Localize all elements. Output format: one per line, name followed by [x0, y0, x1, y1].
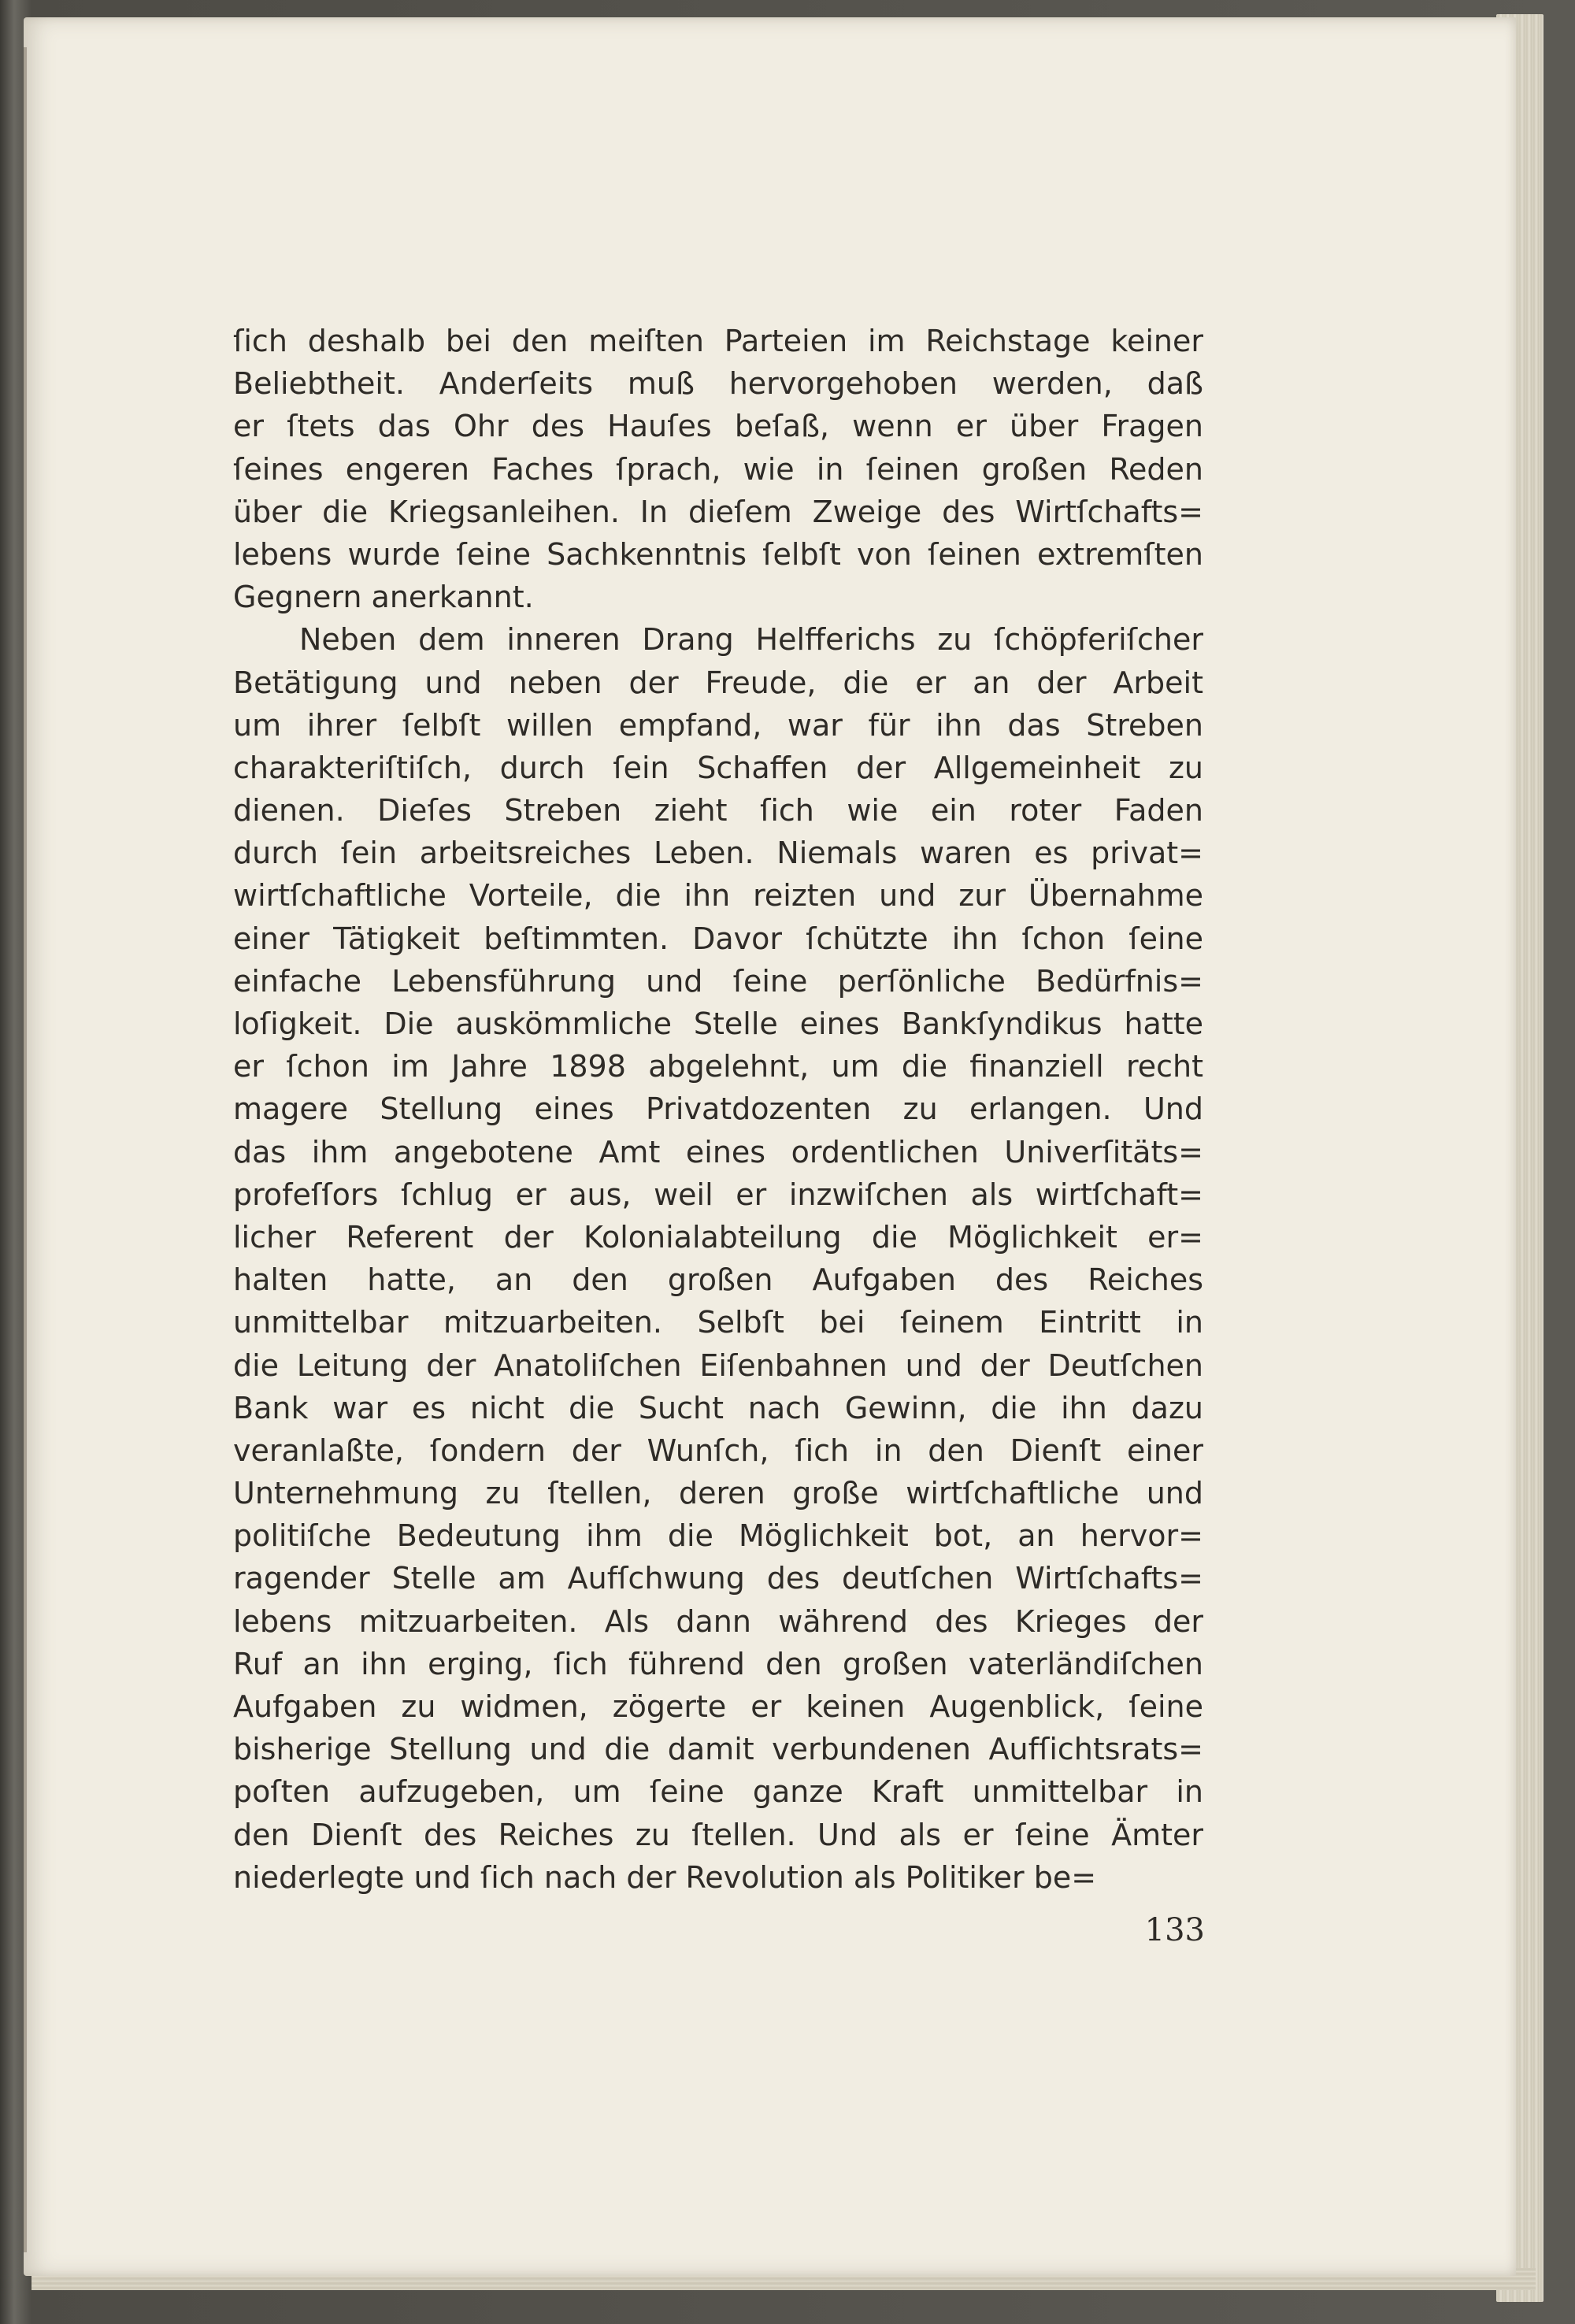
- text-line: lebens wurde ſeine Sachkenntnis ſelbſt von ſeinen extremſten: [233, 536, 1203, 572]
- text-line: ſich deshalb bei den meiſten Parteien im Reichstage keiner: [233, 324, 1203, 358]
- text-line: unmittelbar mitzuarbeiten. Selbſt bei ſeinem Eintritt in: [233, 1305, 1203, 1340]
- text-line: Ruf an ihn erging, ſich führend den großen vaterländiſchen: [233, 1646, 1203, 1681]
- text-line: poſten aufzugeben, um ſeine ganze Kraft unmittelbar in: [233, 1774, 1203, 1810]
- text-line: politiſche Bedeutung ihm die Möglichkeit bot, an hervor=: [233, 1518, 1203, 1554]
- text-line: Betätigung und neben der Freude, die er an der Arbeit: [233, 665, 1203, 700]
- text-line: durch ſein arbeitsreiches Leben. Niemals waren es privat=: [233, 836, 1203, 871]
- body-text: [233, 320, 1203, 1899]
- text-line: Neben dem inneren Drang Helfferichs zu ſchöpferiſcher: [299, 622, 1203, 658]
- text-line: charakteriſtiſch, durch ſein Schaffen der Allgemeinheit zu: [233, 750, 1203, 785]
- text-line: Unternehmung zu ſtellen, deren große wirtſchaftliche und: [233, 1476, 1203, 1511]
- text-line: veranlaßte, ſondern der Wunſch, ſich in den Dienſt einer: [233, 1433, 1203, 1468]
- text-line: ſeines engeren Faches ſprach, wie in ſeinen großen Reden: [233, 451, 1203, 487]
- paragraph: [233, 320, 1203, 618]
- text-line: niederlegte und ſich nach der Revolution als Politiker be=: [233, 1859, 1097, 1895]
- text-line: einer Tätigkeit beſtimmten. Davor ſchützte ihn ſchon ſeine: [233, 921, 1203, 956]
- text-line: Aufgaben zu widmen, zögerte er keinen Augenblick, ſeine: [233, 1689, 1203, 1724]
- text-line: profeſſors ſchlug er aus, weil er inzwiſchen als wirtſchaft=: [233, 1177, 1203, 1212]
- text-line: Gegnern anerkannt.: [233, 580, 534, 615]
- page-number: 133: [1144, 1912, 1205, 1948]
- text-line: den Dienſt des Reiches zu ſtellen. Und als er ſeine Ämter: [233, 1817, 1203, 1852]
- text-line: über die Kriegsanleihen. In dieſem Zweige des Wirtſchafts=: [233, 494, 1203, 529]
- text-line: dienen. Dieſes Streben zieht ſich wie ein roter Faden: [233, 793, 1203, 828]
- binding-gutter: [24, 47, 27, 2252]
- text-line: licher Referent der Kolonialabteilung die Möglichkeit er=: [233, 1219, 1203, 1255]
- text-line: halten hatte, an den großen Aufgaben des Reiches: [233, 1262, 1203, 1298]
- text-line: um ihrer ſelbſt willen empfand, war für ihn das Streben: [233, 707, 1203, 743]
- text-line: das ihm angebotene Amt eines ordentlichen Univerſitäts=: [233, 1134, 1203, 1169]
- text-line: die Leitung der Anatoliſchen Eiſenbahnen und der Deutſchen: [233, 1347, 1203, 1383]
- text-line: lebens mitzuarbeiten. Als dann während des Krieges der: [233, 1603, 1203, 1639]
- text-line: er ſchon im Jahre 1898 abgelehnt, um die finanziell recht: [233, 1049, 1203, 1084]
- text-line: ragender Stelle am Aufſchwung des deutſchen Wirtſchafts=: [233, 1561, 1203, 1596]
- text-line: loſigkeit. Die auskömmliche Stelle eines Bankſyndikus hatte: [233, 1006, 1203, 1041]
- text-line: Bank war es nicht die Sucht nach Gewinn, die ihn dazu: [233, 1390, 1203, 1425]
- text-line: er ſtets das Ohr des Hauſes beſaß, wenn er über Fragen: [233, 409, 1203, 444]
- text-line: wirtſchaftliche Vorteile, die ihn reizten und zur Übernahme: [233, 878, 1203, 914]
- text-line: bisherige Stellung und die damit verbundenen Aufſichtsrats=: [233, 1732, 1203, 1767]
- text-line: magere Stellung eines Privatdozenten zu erlangen. Und: [233, 1092, 1203, 1127]
- paragraph: [233, 618, 1203, 1899]
- text-line: Beliebtheit. Anderſeits muß hervorgehoben werden, daß: [233, 366, 1203, 402]
- text-line: einfache Lebensführung und ſeine perſönliche Bedürfnis=: [233, 963, 1203, 999]
